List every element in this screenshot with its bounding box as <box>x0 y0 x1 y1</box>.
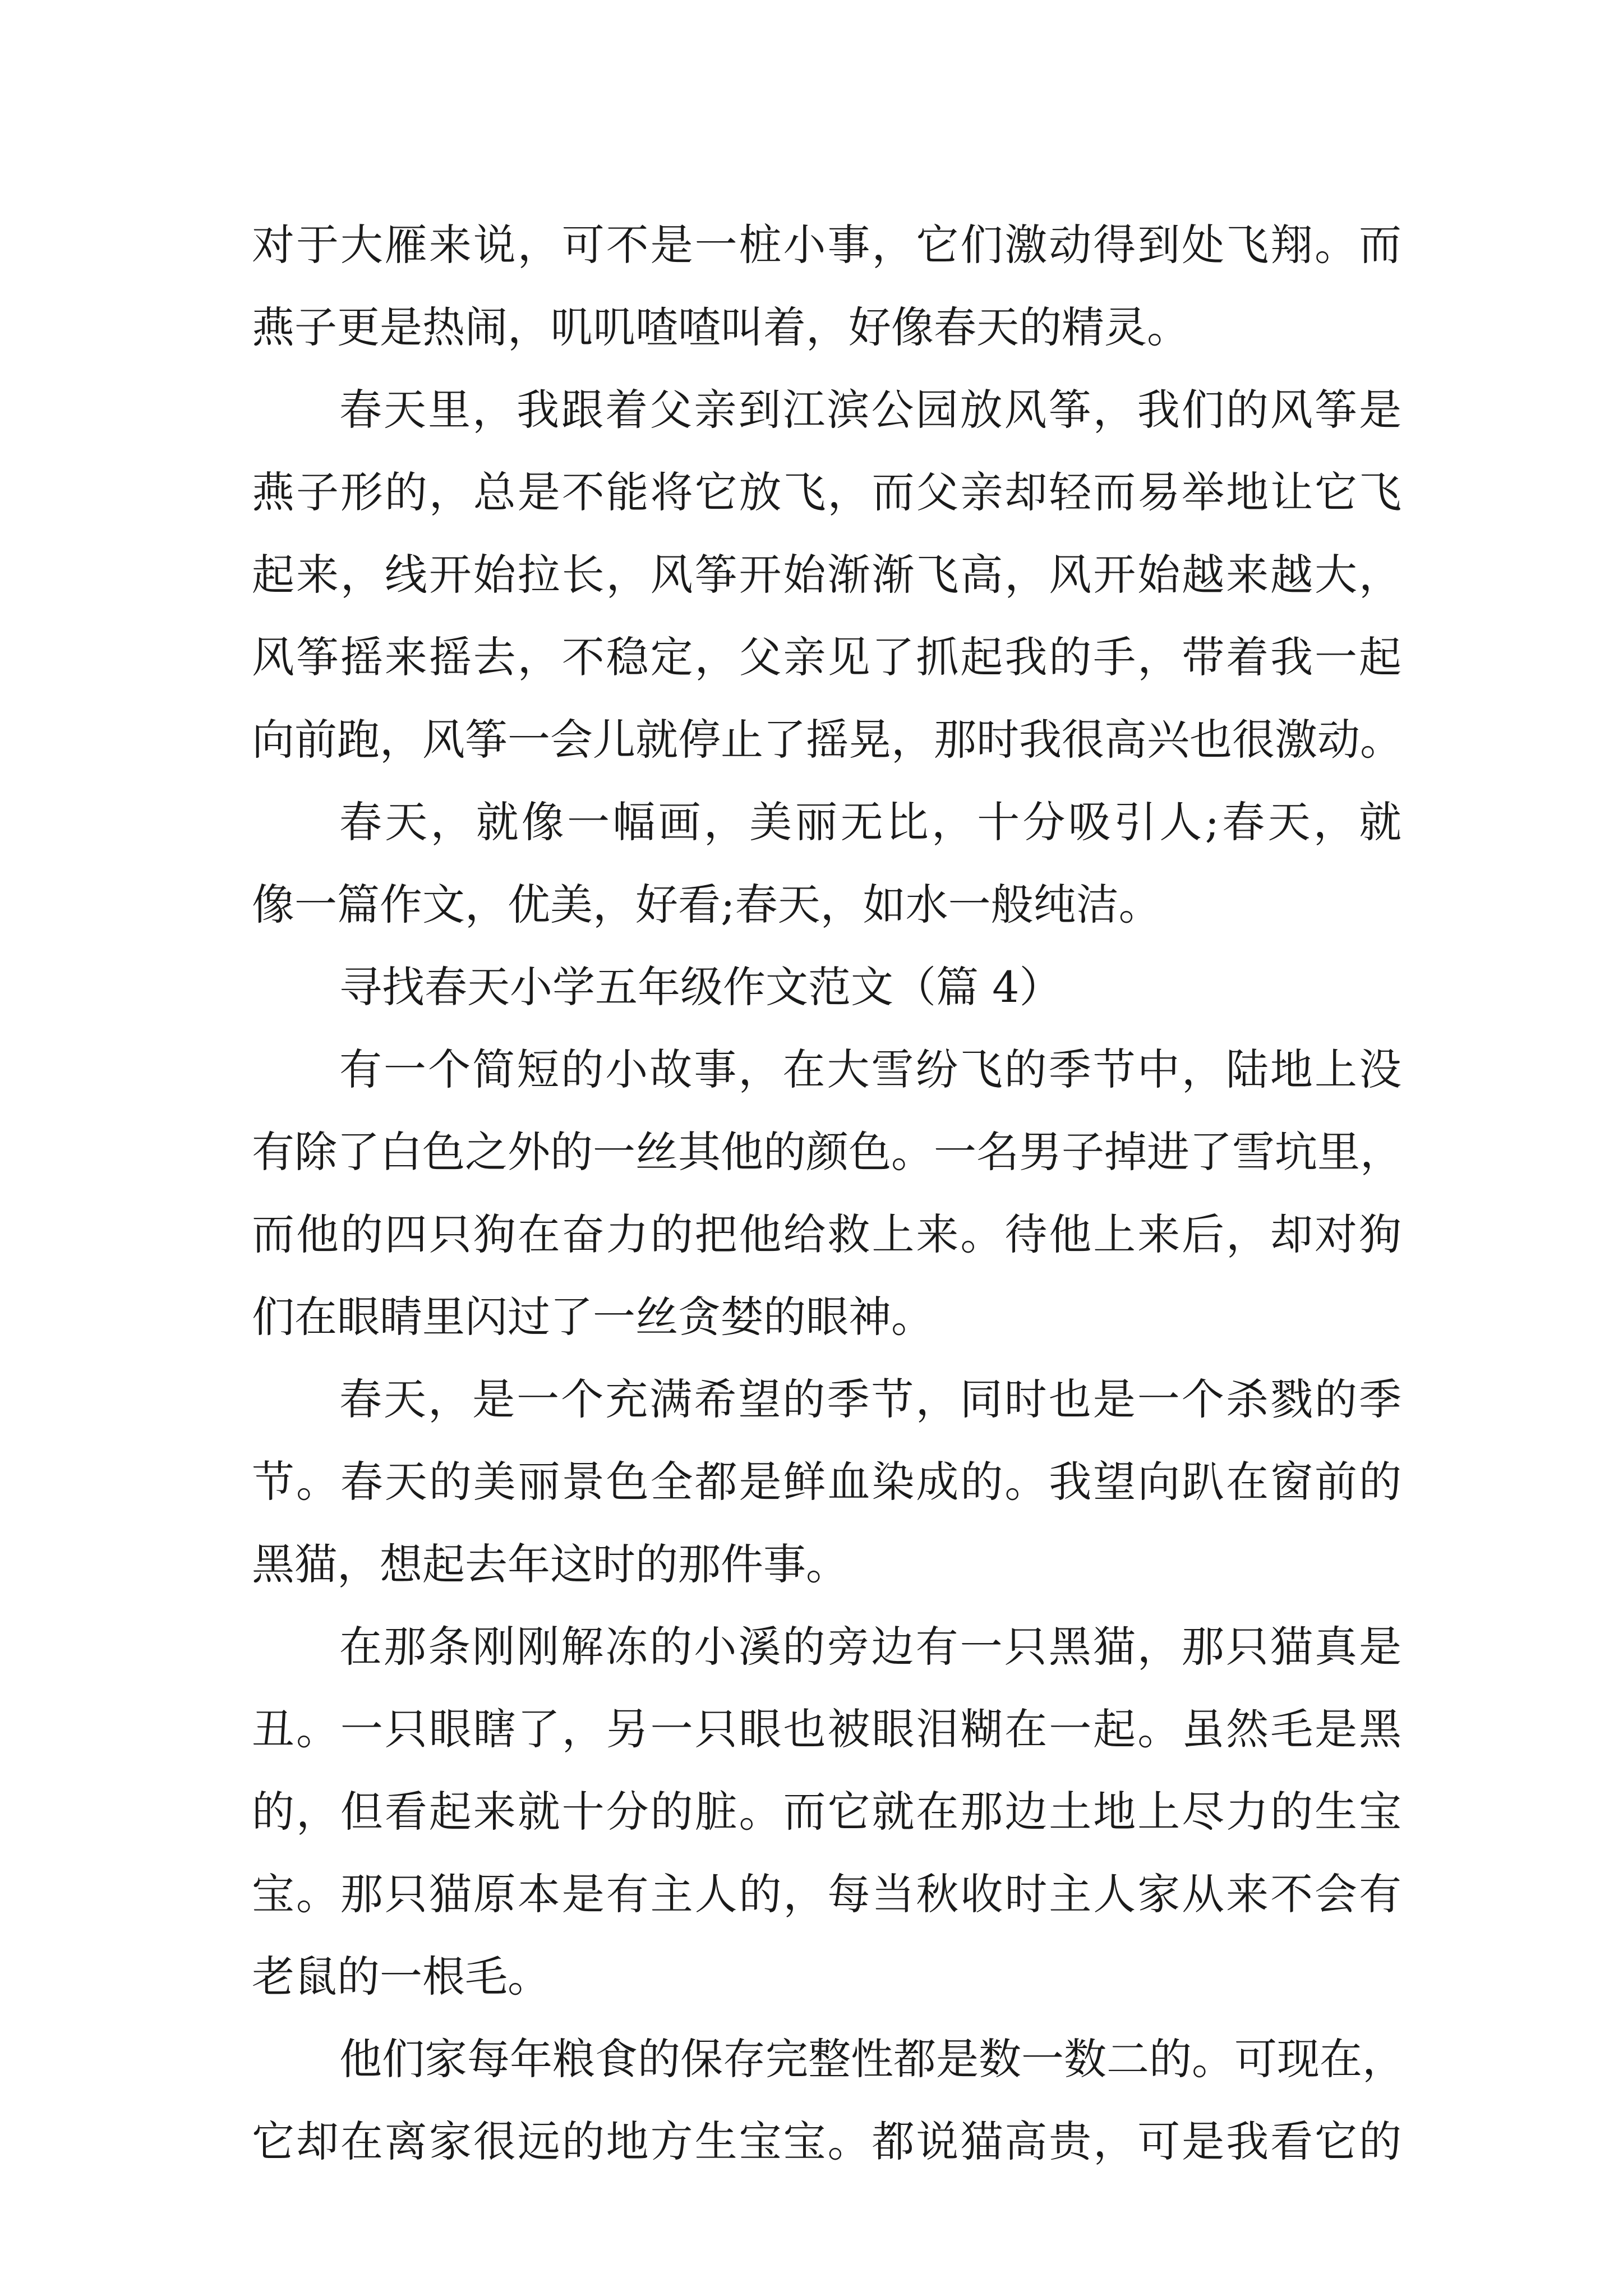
text-line: 像一篇作文，优美，好看;春天，如水一般纯洁。 <box>252 880 1161 930</box>
text-line: 在那条刚刚解冻的小溪的旁边有一只黑猫，那只猫真是 <box>339 1622 1401 1672</box>
text-line: 节。春天的美丽景色全都是鲜血染成的。我望向趴在窗前的 <box>252 1457 1401 1507</box>
text-line: 的，但看起来就十分的脏。而它就在那边土地上尽力的生宝 <box>252 1787 1401 1837</box>
text-line: 春天，是一个充满希望的季节，同时也是一个杀戮的季 <box>339 1374 1401 1424</box>
text-line: 燕子形的，总是不能将它放飞，而父亲却轻而易举地让它飞 <box>252 467 1401 517</box>
text-line: 春天里，我跟着父亲到江滨公园放风筝，我们的风筝是 <box>339 385 1401 435</box>
text-line: 燕子更是热闹，叽叽喳喳叫着，好像春天的精灵。 <box>252 302 1189 352</box>
text-line: 老鼠的一根毛。 <box>252 1952 550 2001</box>
text-line: 有一个简短的小故事，在大雪纷飞的季节中，陆地上没 <box>339 1045 1401 1094</box>
text-line: 宝。那只猫原本是有主人的，每当秋收时主人家从来不会有 <box>252 1869 1401 1919</box>
text-line: 黑猫，想起去年这时的那件事。 <box>252 1539 849 1589</box>
text-line: 向前跑，风筝一会儿就停止了摇晃，那时我很高兴也很激动。 <box>252 715 1403 765</box>
text-line: 他们家每年粮食的保存完整性都是数一数二的。可现在， <box>339 2034 1405 2084</box>
text-line: 起来，线开始拉长，风筝开始渐渐飞高，风开始越来越大， <box>252 550 1401 600</box>
section-heading: 寻找春天小学五年级作文范文（篇 4） <box>339 962 1062 1012</box>
text-line: 有除了白色之外的一丝其他的颜色。一名男子掉进了雪坑里， <box>252 1127 1403 1177</box>
text-line: 而他的四只狗在奋力的把他给救上来。待他上来后，却对狗 <box>252 1209 1401 1259</box>
text-line: 它却在离家很远的地方生宝宝。都说猫高贵，可是我看它的 <box>252 2116 1401 2166</box>
text-line: 们在眼睛里闪过了一丝贪婪的眼神。 <box>252 1292 934 1342</box>
document-body <box>252 204 1405 2183</box>
text-line: 丑。一只眼瞎了，另一只眼也被眼泪糊在一起。虽然毛是黑 <box>252 1704 1401 1754</box>
text-line: 春天，就像一幅画，美丽无比，十分吸引人;春天，就 <box>339 797 1401 847</box>
text-line: 对于大雁来说，可不是一桩小事，它们激动得到处飞翔。而 <box>252 220 1401 270</box>
text-line: 风筝摇来摇去，不稳定，父亲见了抓起我的手，带着我一起 <box>252 632 1401 682</box>
